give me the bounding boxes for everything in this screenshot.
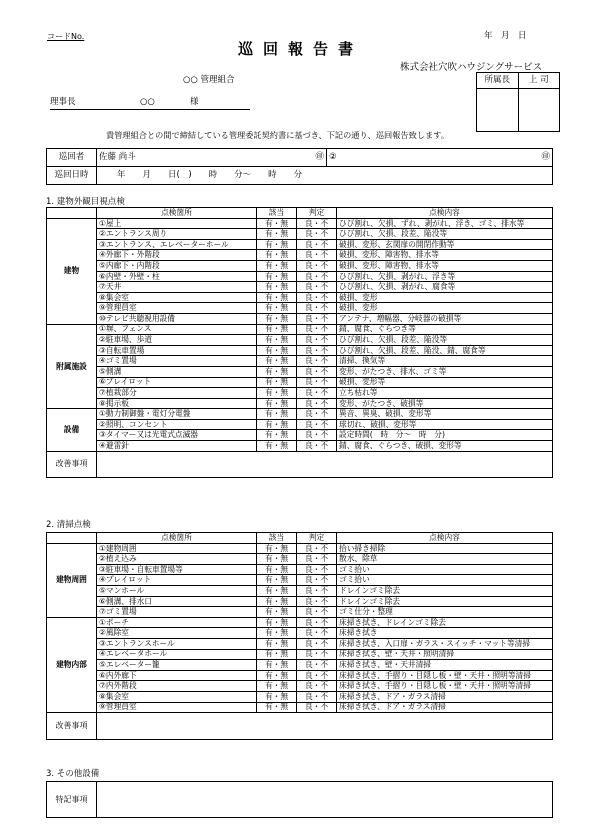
column-header: 判定 <box>297 208 337 219</box>
section-title: 3. その他設備 <box>46 769 100 779</box>
check-place: ⑥側溝、排水口 <box>97 596 257 607</box>
check-content: ひび割れ、欠損、段差、陥没等 <box>337 229 553 240</box>
remarks-label: 改善事項 <box>47 451 97 477</box>
check-place: ④避雷針 <box>97 441 257 452</box>
table-row <box>47 250 553 261</box>
check-content: ひび割れ、欠損、段差、陥没等 <box>337 335 553 346</box>
judgment-choice[interactable]: 良・不 <box>297 313 337 324</box>
applicable-choice[interactable]: 有・無 <box>257 702 297 713</box>
stamp-label: 所属長 <box>477 73 519 89</box>
judgment-choice[interactable]: 良・不 <box>297 419 337 430</box>
check-content: 床掃き拭き、入口扉・ガラス・スイッチ・マット等清掃 <box>337 638 553 649</box>
check-place: ⑦天井 <box>97 282 257 293</box>
check-place: ⑥内壁・外壁・柱 <box>97 271 257 282</box>
applicable-choice[interactable]: 有・無 <box>257 430 297 441</box>
remarks-label: 改善事項 <box>47 713 97 740</box>
applicable-choice[interactable]: 有・無 <box>257 324 297 335</box>
check-content: 立ち枯れ等 <box>337 388 553 399</box>
judgment-choice[interactable]: 良・不 <box>297 356 337 367</box>
check-place: ②植え込み <box>97 554 257 565</box>
judgment-choice[interactable]: 良・不 <box>297 282 337 293</box>
table-row <box>47 554 553 565</box>
judgment-choice[interactable]: 良・不 <box>297 596 337 607</box>
judgment-choice[interactable]: 良・不 <box>297 441 337 452</box>
table-header-blank <box>47 533 97 544</box>
judgment-choice[interactable]: 良・不 <box>297 250 337 261</box>
judgment-choice[interactable]: 良・不 <box>297 543 337 554</box>
stamp-cell[interactable] <box>477 89 519 132</box>
column-header: 点検箇所 <box>97 533 257 544</box>
applicable-choice[interactable]: 有・無 <box>257 388 297 399</box>
check-place: ⑤マンホール <box>97 585 257 596</box>
check-content: 変形、がたつき、排水、ゴミ等 <box>337 366 553 377</box>
check-place: ⑦内外階段 <box>97 681 257 692</box>
memo-field[interactable] <box>97 782 553 818</box>
check-content: 拾い掃き掃除 <box>337 543 553 554</box>
table-row <box>47 564 553 575</box>
applicable-choice[interactable]: 有・無 <box>257 260 297 271</box>
judgment-choice[interactable]: 良・不 <box>297 607 337 618</box>
check-place: ④エレベータホール <box>97 649 257 660</box>
patroller-name: 佐藤 尚斗 <box>99 152 136 163</box>
judgment-choice[interactable]: 良・不 <box>297 260 337 271</box>
table-row <box>47 430 553 441</box>
table-row <box>47 366 553 377</box>
applicable-choice[interactable]: 有・無 <box>257 345 297 356</box>
judgment-choice[interactable]: 良・不 <box>297 575 337 586</box>
check-content: アンテナ、増幅器、分岐器の破損等 <box>337 313 553 324</box>
applicable-choice[interactable]: 有・無 <box>257 660 297 671</box>
check-place: ③自転車置場 <box>97 345 257 356</box>
judgment-choice[interactable]: 良・不 <box>297 366 337 377</box>
check-place: ①動力制御盤・電灯分電盤 <box>97 409 257 420</box>
table-row <box>47 419 553 430</box>
check-content: 床掃き拭き <box>337 628 553 639</box>
check-content: ひび割れ、欠損、剥がれ、腐食等 <box>337 282 553 293</box>
applicable-choice[interactable]: 有・無 <box>257 356 297 367</box>
applicable-choice[interactable]: 有・無 <box>257 628 297 639</box>
judgment-choice[interactable]: 良・不 <box>297 409 337 420</box>
column-header: 点検内容 <box>337 533 553 544</box>
judgment-choice[interactable]: 良・不 <box>297 638 337 649</box>
table-row <box>47 313 553 324</box>
check-place: ③駐車場・自転車置場等 <box>97 564 257 575</box>
applicable-choice[interactable]: 有・無 <box>257 607 297 618</box>
chairman-line <box>50 98 250 110</box>
check-place: ③エントランスホール <box>97 638 257 649</box>
table-row <box>47 670 553 681</box>
table-header-blank <box>47 208 97 219</box>
table-row <box>47 271 553 282</box>
applicable-choice[interactable]: 有・無 <box>257 681 297 692</box>
check-content: 床掃き拭き、手摺り・目隠し板・壁・天井・照明等清掃 <box>337 681 553 692</box>
check-content: 床掃き拭き、手摺り・目隠し板・壁・天井・照明等清掃 <box>337 670 553 681</box>
stamp-label: 上 司 <box>518 73 560 89</box>
judgment-choice[interactable]: 良・不 <box>297 564 337 575</box>
applicable-choice[interactable]: 有・無 <box>257 313 297 324</box>
judgment-choice[interactable]: 良・不 <box>297 229 337 240</box>
check-place: ②風除室 <box>97 628 257 639</box>
applicable-choice[interactable]: 有・無 <box>257 543 297 554</box>
applicable-choice[interactable]: 有・無 <box>257 303 297 314</box>
patroller-cell[interactable] <box>97 149 327 167</box>
applicable-choice[interactable]: 有・無 <box>257 617 297 628</box>
judgment-choice[interactable]: 良・不 <box>297 670 337 681</box>
check-place: ⑨管理員室 <box>97 702 257 713</box>
check-content: ひび割れ、欠損、ずれ、剥がれ、浮き、ゴミ、排水等 <box>337 218 553 229</box>
table-row <box>47 649 553 660</box>
datetime-label: 巡回日時 <box>47 167 97 185</box>
group-label: 附属施設 <box>47 324 97 409</box>
applicable-choice[interactable]: 有・無 <box>257 229 297 240</box>
check-place: ⑥内外廊下 <box>97 670 257 681</box>
applicable-choice[interactable]: 有・無 <box>257 250 297 261</box>
table-row <box>47 345 553 356</box>
check-place: ①ポーチ <box>97 617 257 628</box>
inspection-table <box>46 532 553 740</box>
judgment-choice[interactable]: 良・不 <box>297 617 337 628</box>
applicable-choice[interactable]: 有・無 <box>257 564 297 575</box>
check-content: 清掃、換気等 <box>337 356 553 367</box>
chairman-name: ○○ <box>140 97 155 107</box>
applicable-choice[interactable]: 有・無 <box>257 218 297 229</box>
judgment-choice[interactable]: 良・不 <box>297 271 337 282</box>
patrol-info-table <box>46 148 553 185</box>
check-place: ⑦植栽部分 <box>97 388 257 399</box>
table-row <box>47 681 553 692</box>
applicable-choice[interactable]: 有・無 <box>257 649 297 660</box>
applicable-choice[interactable]: 有・無 <box>257 409 297 420</box>
table-row <box>47 260 553 271</box>
applicable-choice[interactable]: 有・無 <box>257 554 297 565</box>
check-content: 破損、変形、障害物、排水等 <box>337 260 553 271</box>
judgment-choice[interactable]: 良・不 <box>297 303 337 314</box>
judgment-choice[interactable]: 良・不 <box>297 660 337 671</box>
remarks-field[interactable] <box>97 451 553 477</box>
column-header: 点検箇所 <box>97 208 257 219</box>
judgment-choice[interactable]: 良・不 <box>297 324 337 335</box>
judgment-choice[interactable]: 良・不 <box>297 585 337 596</box>
judgment-choice[interactable]: 良・不 <box>297 292 337 303</box>
column-header: 判定 <box>297 533 337 544</box>
applicable-choice[interactable]: 有・無 <box>257 638 297 649</box>
group-label: 建物内部 <box>47 617 97 712</box>
table-row <box>47 229 553 240</box>
table-row <box>47 617 553 628</box>
table-row <box>47 628 553 639</box>
judgment-choice[interactable]: 良・不 <box>297 430 337 441</box>
check-place: ④ゴミ置場 <box>97 356 257 367</box>
applicable-choice[interactable]: 有・無 <box>257 670 297 681</box>
check-content: 錆、腐食、ぐらつき等 <box>337 324 553 335</box>
check-place: ⑤エレベーター籠 <box>97 660 257 671</box>
check-content: 錆、腐食、ぐらつき、破損、変形等 <box>337 441 553 452</box>
stamp-cell[interactable] <box>518 89 560 132</box>
check-place: ⑤側溝 <box>97 366 257 377</box>
report-date[interactable]: 年 月 日 <box>484 31 527 41</box>
applicable-choice[interactable]: 有・無 <box>257 366 297 377</box>
check-content: ゴミ仕分・整理 <box>337 607 553 618</box>
patroller-label: 巡回者 <box>47 149 97 167</box>
check-content: ゴミ拾い <box>337 564 553 575</box>
check-place: ⑦ゴミ置場 <box>97 607 257 618</box>
check-content: 破損、変形 <box>337 303 553 314</box>
check-place: ⑤内廊下・内階段 <box>97 260 257 271</box>
table-row <box>47 607 553 618</box>
judgment-choice[interactable]: 良・不 <box>297 691 337 702</box>
judgment-choice[interactable]: 良・不 <box>297 335 337 346</box>
judgment-choice[interactable]: 良・不 <box>297 239 337 250</box>
association-name: ○○ 管理組合 <box>183 75 235 85</box>
column-header: 該当 <box>257 208 297 219</box>
check-content: 破損、変形 <box>337 292 553 303</box>
check-place: ②駐車場、歩道 <box>97 335 257 346</box>
check-content: 床掃き拭き、ドレインゴミ除去 <box>337 617 553 628</box>
check-content: 破損、変形等 <box>337 377 553 388</box>
table-row <box>47 575 553 586</box>
table-row <box>47 239 553 250</box>
section-title: 1. 建物外観目視点検 <box>46 197 125 207</box>
check-content: ゴミ拾い <box>337 575 553 586</box>
check-content: 散水、除草 <box>337 554 553 565</box>
column-header: 該当 <box>257 533 297 544</box>
memo-label: 特記事項 <box>47 782 97 818</box>
table-row <box>47 702 553 713</box>
check-place: ③エントランス、エレベーターホール <box>97 239 257 250</box>
group-label: 建物 <box>47 218 97 324</box>
seal-mark: ㊞ <box>541 152 550 163</box>
table-row <box>47 303 553 314</box>
table-row <box>47 596 553 607</box>
other-memo-table <box>46 781 553 818</box>
table-row <box>47 335 553 346</box>
intro-text: 貴管理組合との間で締結している管理委託契約書に基づき、下記の通り、巡回報告致します。 <box>106 130 449 140</box>
column-header: 点検内容 <box>337 208 553 219</box>
applicable-choice[interactable]: 有・無 <box>257 398 297 409</box>
remarks-field[interactable] <box>97 713 553 740</box>
judgment-choice[interactable]: 良・不 <box>297 398 337 409</box>
judgment-choice[interactable]: 良・不 <box>297 554 337 565</box>
applicable-choice[interactable]: 有・無 <box>257 292 297 303</box>
applicable-choice[interactable]: 有・無 <box>257 239 297 250</box>
table-row <box>47 388 553 399</box>
judgment-choice[interactable]: 良・不 <box>297 218 337 229</box>
second-patroller-cell[interactable] <box>327 149 553 167</box>
table-row <box>47 356 553 367</box>
second-mark: ② <box>329 152 337 163</box>
judgment-choice[interactable]: 良・不 <box>297 628 337 639</box>
section-title: 2. 清掃点検 <box>46 520 91 530</box>
applicable-choice[interactable]: 有・無 <box>257 691 297 702</box>
group-label: 設備 <box>47 409 97 451</box>
table-row <box>47 377 553 388</box>
check-content: ひび割れ、欠損、段差、陥没、錆、腐食等 <box>337 345 553 356</box>
applicable-choice[interactable]: 有・無 <box>257 585 297 596</box>
table-row <box>47 282 553 293</box>
check-content: 床掃き拭き、壁・天井清掃 <box>337 660 553 671</box>
check-content: ドレインゴミ除去 <box>337 585 553 596</box>
check-place: ①建物周囲 <box>97 543 257 554</box>
applicable-choice[interactable]: 有・無 <box>257 335 297 346</box>
check-content: ひび割れ、欠損、剥がれ、浮き等 <box>337 271 553 282</box>
chairman-label: 理事長 <box>50 97 76 107</box>
applicable-choice[interactable]: 有・無 <box>257 441 297 452</box>
group-label: 建物周囲 <box>47 543 97 617</box>
seal-mark: ㊞ <box>315 152 324 163</box>
check-place: ⑥プレイロット <box>97 377 257 388</box>
applicable-choice[interactable]: 有・無 <box>257 419 297 430</box>
check-place: ⑩テレビ共聴視用設備 <box>97 313 257 324</box>
check-content: 床掃き拭き、ドア・ガラス清掃 <box>337 702 553 713</box>
check-place: ①塀、フェンス <box>97 324 257 335</box>
judgment-choice[interactable]: 良・不 <box>297 702 337 713</box>
judgment-choice[interactable]: 良・不 <box>297 388 337 399</box>
check-content: 異音、異臭、破損、変形等 <box>337 409 553 420</box>
check-content: 床掃き拭き、壁・天井・照明清掃 <box>337 649 553 660</box>
judgment-choice[interactable]: 良・不 <box>297 377 337 388</box>
applicable-choice[interactable]: 有・無 <box>257 282 297 293</box>
chairman-suffix: 様 <box>190 97 199 107</box>
check-place: ②エントランス周り <box>97 229 257 240</box>
page-title: 巡回報告書 <box>238 40 364 58</box>
table-row <box>47 441 553 452</box>
check-place: ⑧掲示板 <box>97 398 257 409</box>
check-place: ②照明、コンセント <box>97 419 257 430</box>
check-content: 球切れ、破損、変形等 <box>337 419 553 430</box>
applicable-choice[interactable]: 有・無 <box>257 377 297 388</box>
check-place: ④外廊下・外階段 <box>97 250 257 261</box>
table-row <box>47 409 553 420</box>
check-content: ドレインゴミ除去 <box>337 596 553 607</box>
table-row <box>47 543 553 554</box>
datetime-value[interactable]: 年 月 日( ) 時 分～ 時 分 <box>97 167 553 185</box>
judgment-choice[interactable]: 良・不 <box>297 649 337 660</box>
applicable-choice[interactable]: 有・無 <box>257 271 297 282</box>
applicable-choice[interactable]: 有・無 <box>257 596 297 607</box>
table-row <box>47 398 553 409</box>
inspection-table <box>46 207 553 478</box>
check-place: ⑧集会室 <box>97 691 257 702</box>
check-content: 変形、がたつき、破損等 <box>337 398 553 409</box>
code-label: コードNo. <box>47 32 85 41</box>
judgment-choice[interactable]: 良・不 <box>297 345 337 356</box>
applicable-choice[interactable]: 有・無 <box>257 575 297 586</box>
check-place: ⑨管理員室 <box>97 303 257 314</box>
check-place: ③タイマー又は光電式点滅器 <box>97 430 257 441</box>
judgment-choice[interactable]: 良・不 <box>297 681 337 692</box>
check-content: 床掃き拭き、ドア・ガラス清掃 <box>337 691 553 702</box>
company-name: 株式会社穴吹ハウジングサービス <box>400 62 543 73</box>
table-row <box>47 324 553 335</box>
table-row <box>47 691 553 702</box>
table-row <box>47 585 553 596</box>
check-place: ⑧集会室 <box>97 292 257 303</box>
approval-stamp-box <box>476 72 560 132</box>
table-row <box>47 660 553 671</box>
check-place: ①屋上 <box>97 218 257 229</box>
table-row <box>47 292 553 303</box>
check-content: 設定時間( 時 分～ 時 分) <box>337 430 553 441</box>
table-row <box>47 638 553 649</box>
check-content: 破損、変形、玄関扉の開閉作動等 <box>337 239 553 250</box>
table-row <box>47 218 553 229</box>
check-place: ④プレイロット <box>97 575 257 586</box>
check-content: 破損、変形、障害物、排水等 <box>337 250 553 261</box>
